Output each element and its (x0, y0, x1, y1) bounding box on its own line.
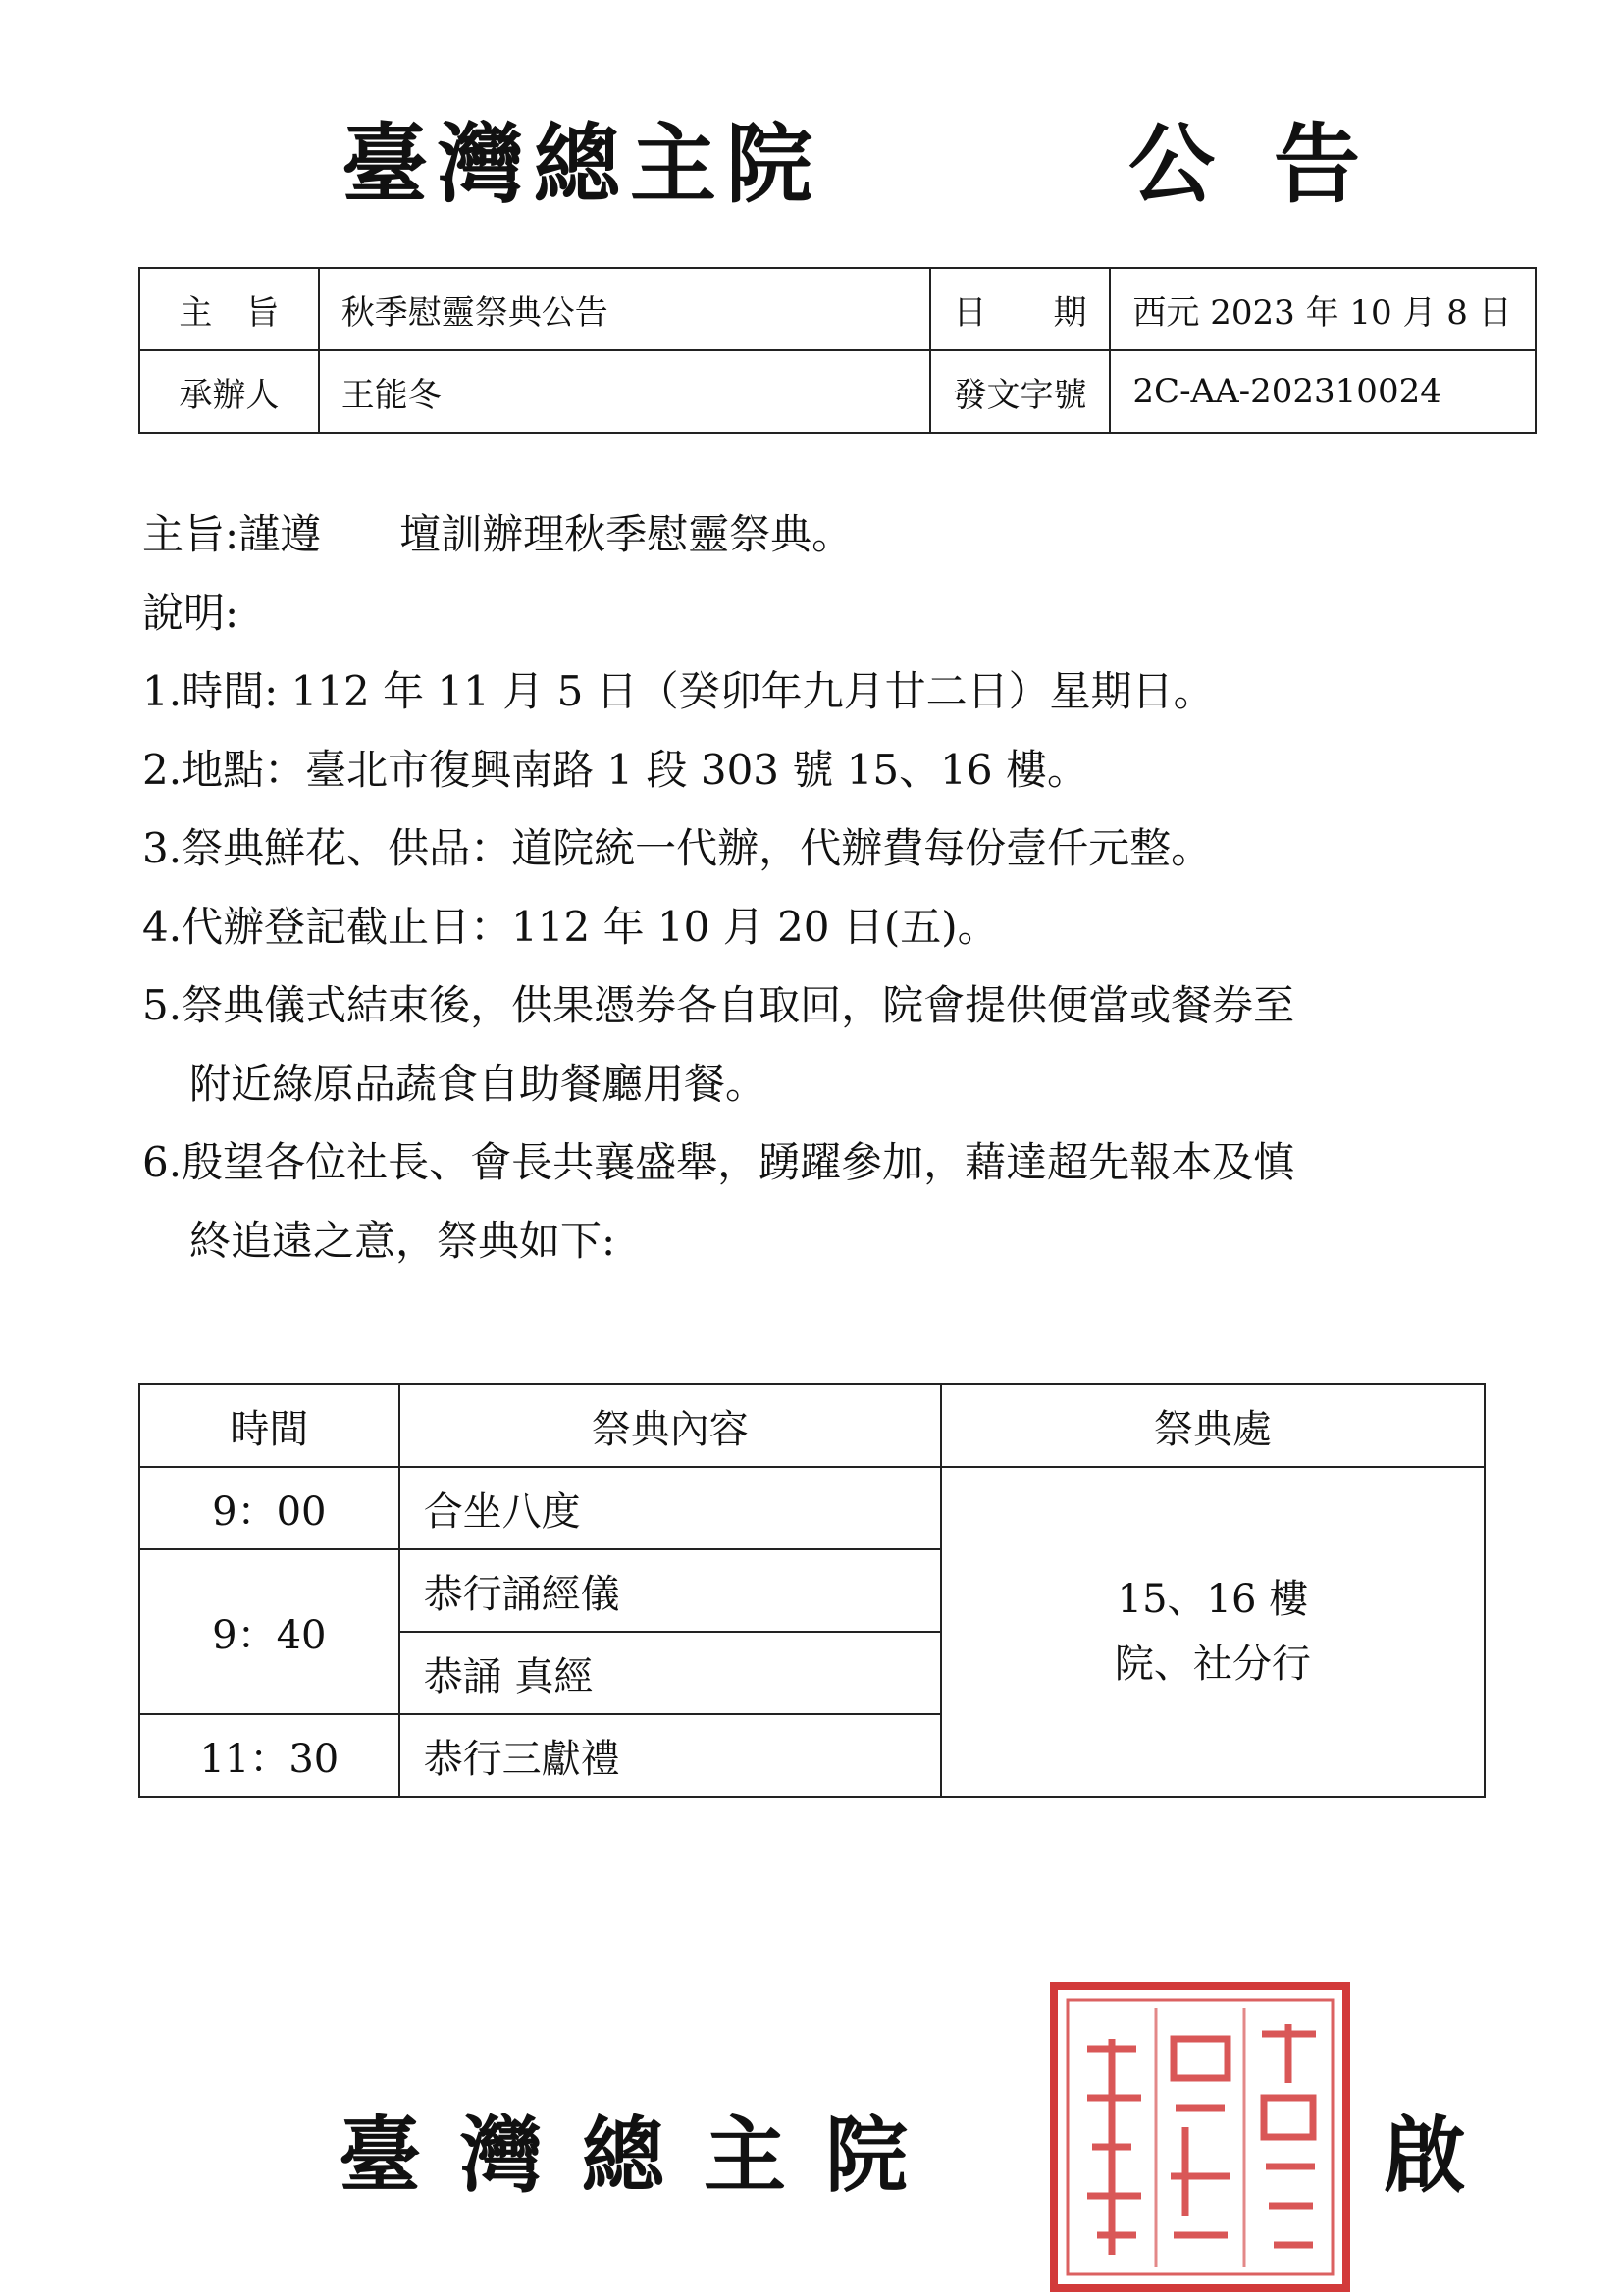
subject-prefix: 主旨:謹遵 (142, 510, 322, 558)
row-content: 恭誦 真經 (399, 1632, 941, 1714)
item-deadline: 4.代辦登記截止日：112 年 10 月 20 日(五)。 (142, 903, 999, 951)
header-venue: 祭典處 (941, 1384, 1485, 1467)
row-content: 合坐八度 (399, 1467, 941, 1549)
document-number-value: 2C-AA-202310024 (1110, 350, 1536, 433)
header-time: 時間 (139, 1384, 399, 1467)
date-value: 西元 2023 年 10 月 8 日 (1110, 268, 1536, 350)
official-seal-stamp (1048, 1980, 1352, 2294)
item-meals: 5.祭典儀式結束後，供果憑券各自取回，院會提供便當或餐券至 (142, 981, 1295, 1029)
ceremony-schedule-table (138, 1383, 1486, 1798)
item-time: 1.時間: 112 年 11 月 5 日（癸卯年九月廿二日）星期日。 (142, 667, 1215, 715)
row-time: 9：40 (139, 1549, 399, 1714)
document-meta-table (138, 267, 1537, 434)
venue-branches: 院、社分行 (1114, 1642, 1311, 1687)
footer-issuer: 臺灣總主院 (339, 2107, 948, 2204)
announcement-issuer-title: 臺灣總主院 (341, 113, 823, 215)
header-content: 祭典內容 (399, 1384, 941, 1467)
handler-value: 王能冬 (319, 350, 930, 433)
venue-floors: 15、16 樓 (1117, 1577, 1309, 1622)
item-invitation: 6.殷望各位社長、會長共襄盛舉，踴躍參加，藉達超先報本及慎 (142, 1138, 1295, 1186)
row-time: 11：30 (139, 1714, 399, 1797)
row-content: 恭行三獻禮 (399, 1714, 941, 1797)
schedule-header-row (139, 1384, 1485, 1467)
subject-line (142, 496, 1536, 574)
subject-text: 壇訓辦理秋季慰靈祭典。 (399, 510, 854, 558)
item-offerings: 3.祭典鮮花、供品：道院統一代辦，代辦費每份壹仟元整。 (142, 824, 1213, 872)
schedule-row (139, 1467, 1485, 1549)
announcement-type-title: 公告 (1128, 113, 1420, 215)
subject-value: 秋季慰靈祭典公告 (319, 268, 930, 350)
row-time: 9：00 (139, 1467, 399, 1549)
item-meals-continued: 附近綠原品蔬食自助餐廳用餐。 (189, 1060, 767, 1108)
explanation-heading: 說明: (142, 589, 239, 637)
subject-label: 主 旨 (139, 268, 319, 350)
footer-closing: 啟 (1384, 2107, 1467, 2204)
announcement-body (142, 496, 1536, 1280)
document-number-label: 發文字號 (930, 350, 1111, 433)
handler-label: 承辦人 (139, 350, 319, 433)
venue-cell (941, 1467, 1485, 1797)
item-invitation-continued: 終追遠之意，祭典如下: (189, 1217, 616, 1265)
date-label: 日 期 (930, 268, 1111, 350)
row-content: 恭行誦經儀 (399, 1549, 941, 1632)
item-location: 2.地點：臺北市復興南路 1 段 303 號 15、16 樓。 (142, 746, 1088, 794)
